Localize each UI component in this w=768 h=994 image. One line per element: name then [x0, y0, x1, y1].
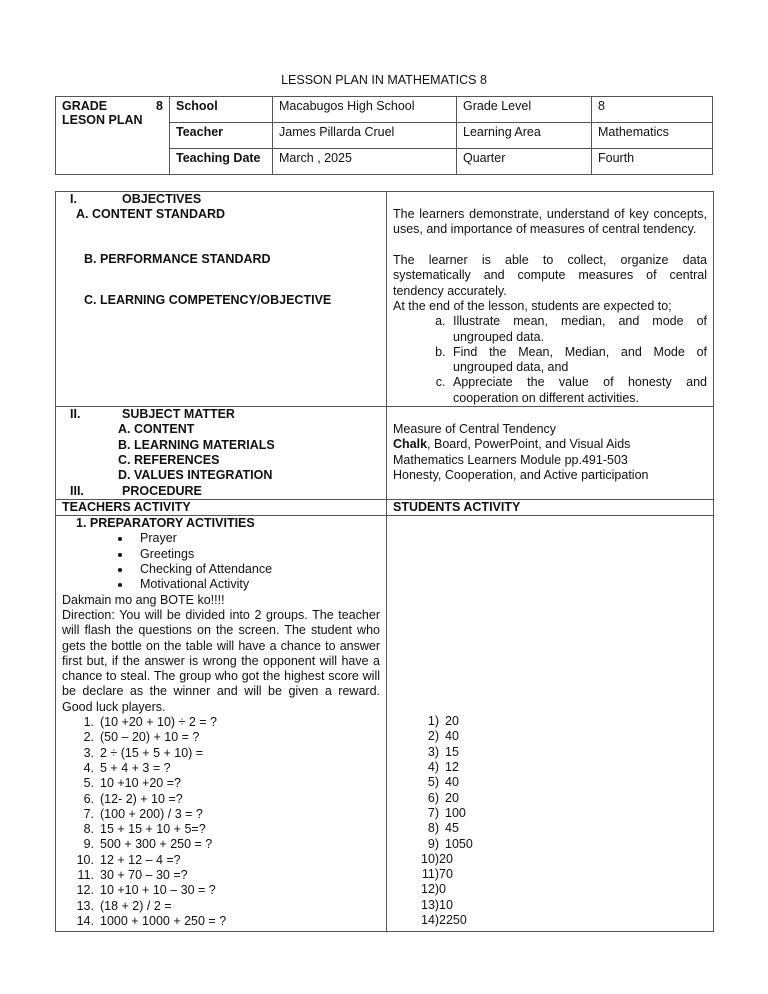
- answer-item: 10) 20: [421, 851, 453, 866]
- answer-item: 5) 40: [427, 775, 459, 790]
- list-item: • Motivational Activity: [132, 577, 380, 592]
- quarter-label: Quarter: [457, 149, 592, 175]
- objectives-heading: I. OBJECTIVES: [62, 192, 380, 207]
- answer-item: 1) 20: [427, 714, 459, 729]
- lesson-header-table: [55, 96, 713, 175]
- grade-value: 8: [156, 99, 163, 113]
- document-title: LESSON PLAN IN MATHEMATICS 8: [281, 73, 487, 87]
- lesson-body-table: [55, 191, 714, 932]
- procedure-heading: III. PROCEDURE: [70, 483, 202, 498]
- content-value: Measure of Central Tendency: [393, 422, 557, 437]
- learning-area-label: Learning Area: [457, 123, 592, 149]
- list-item: • Checking of Attendance: [132, 562, 380, 577]
- values-label: D. VALUES INTEGRATION: [118, 468, 273, 483]
- values-value: Honesty, Cooperation, and Active participation: [393, 467, 649, 482]
- grade-level-value: 8: [592, 97, 713, 123]
- question-item: 2. (50 – 20) + 10 = ?: [83, 730, 200, 745]
- teachers-activity-heading: TEACHERS ACTIVITY: [62, 499, 191, 514]
- subject-matter-heading: II. SUBJECT MATTER: [70, 407, 235, 422]
- answer-list: [393, 714, 707, 928]
- answer-item: 11) 70: [421, 867, 453, 882]
- plan-label: LESON PLAN: [62, 113, 143, 127]
- list-item: • Greetings: [132, 547, 380, 562]
- quarter-value: Fourth: [592, 149, 713, 175]
- question-item: 7. (100 + 200) / 3 = ?: [83, 806, 203, 821]
- question-item: 13. (18 + 2) / 2 =: [76, 898, 172, 913]
- teaching-date-label: Teaching Date: [176, 151, 261, 165]
- performance-standard-label: B. PERFORMANCE STANDARD: [84, 252, 271, 267]
- preparatory-list: [62, 531, 380, 592]
- teaching-date-value: March , 2025: [273, 149, 457, 175]
- question-item: 6. (12- 2) + 10 =?: [83, 791, 183, 806]
- teacher-value: James Pillarda Cruel: [273, 123, 457, 149]
- question-item: 10. 12 + 12 – 4 =?: [76, 852, 181, 867]
- competency-item: c. Appreciate the value of honesty and cooperation on different activities.: [449, 375, 707, 406]
- answer-item: 4) 12: [427, 760, 459, 775]
- content-standard-label: A. CONTENT STANDARD: [76, 207, 226, 222]
- game-title: Dakmain mo ang BOTE ko!!!!: [62, 592, 225, 607]
- question-item: 4. 5 + 4 + 3 = ?: [83, 760, 171, 775]
- answer-item: 3) 15: [427, 744, 459, 759]
- school-value: Macabugos High School: [273, 97, 457, 123]
- competency-item: a. Illustrate mean, median, and mode of ungrouped data.: [449, 314, 707, 345]
- competency-intro: At the end of the lesson, students are expected to;: [393, 299, 672, 313]
- answer-item: 2) 40: [427, 729, 459, 744]
- competency-list: [393, 314, 707, 406]
- references-value: Mathematics Learners Module pp.491-503: [393, 452, 628, 467]
- answer-item: 14) 2250: [421, 913, 467, 928]
- content-label: A. CONTENT: [118, 422, 195, 437]
- students-activity-heading: STUDENTS ACTIVITY: [393, 499, 521, 514]
- school-label: School: [176, 99, 218, 113]
- question-item: 3. 2 ÷ (15 + 5 + 10) =: [83, 745, 204, 760]
- list-item: • Prayer: [132, 531, 380, 546]
- answer-item: 8) 45: [427, 821, 459, 836]
- competency-item: b. Find the Mean, Median, and Mode of ungrouped data, and: [449, 345, 707, 376]
- question-item: 8. 15 + 15 + 10 + 5=?: [83, 822, 206, 837]
- answer-item: 7) 100: [427, 805, 466, 820]
- question-item: 12. 10 +10 + 10 – 30 = ?: [76, 883, 216, 898]
- question-item: 14. 1000 + 1000 + 250 = ?: [76, 913, 227, 928]
- content-standard-text: The learners demonstrate, understand of key concepts, uses, and importance of measures of central tendency.: [393, 207, 707, 237]
- materials-value: Chalk, Board, PowerPoint, and Visual Aids: [393, 437, 631, 452]
- question-item: 9. 500 + 300 + 250 = ?: [83, 837, 213, 852]
- answer-item: 6) 20: [427, 790, 459, 805]
- question-item: 11. 30 + 70 – 30 =?: [77, 867, 188, 882]
- competency-label: C. LEARNING COMPETENCY/OBJECTIVE: [84, 293, 332, 308]
- performance-standard-text: The learner is able to collect, organize data systematically and compute measures of central tendency accurately.: [393, 253, 707, 298]
- preparatory-label: 1. PREPARATORY ACTIVITIES: [76, 516, 255, 531]
- grade-label: GRADE: [62, 99, 108, 113]
- answer-item: 9) 1050: [427, 836, 473, 851]
- game-direction: Direction: You will be divided into 2 groups. The teacher will flash the questions on the screen. The student who gets the bottle on the table will have a chance to answer first but, if the answer is wrong the opponent will have a chance to steal. The group who got the highest score will be declare as the winner and will be given a reward. Good luck players.: [62, 607, 380, 714]
- teacher-label: Teacher: [176, 125, 224, 139]
- learning-area-value: Mathematics: [592, 123, 713, 149]
- grade-cell: [56, 97, 170, 175]
- question-list: [62, 715, 380, 929]
- section-number: I.: [70, 192, 77, 206]
- answer-item: 12) 0: [421, 882, 446, 897]
- answer-item: 13) 10: [421, 897, 453, 912]
- references-label: C. REFERENCES: [118, 452, 220, 467]
- materials-label: B. LEARNING MATERIALS: [118, 437, 275, 452]
- question-item: 1. (10 +20 + 10) ÷ 2 = ?: [83, 715, 218, 730]
- question-item: 5. 10 +10 +20 =?: [83, 776, 181, 791]
- grade-level-label: Grade Level: [457, 97, 592, 123]
